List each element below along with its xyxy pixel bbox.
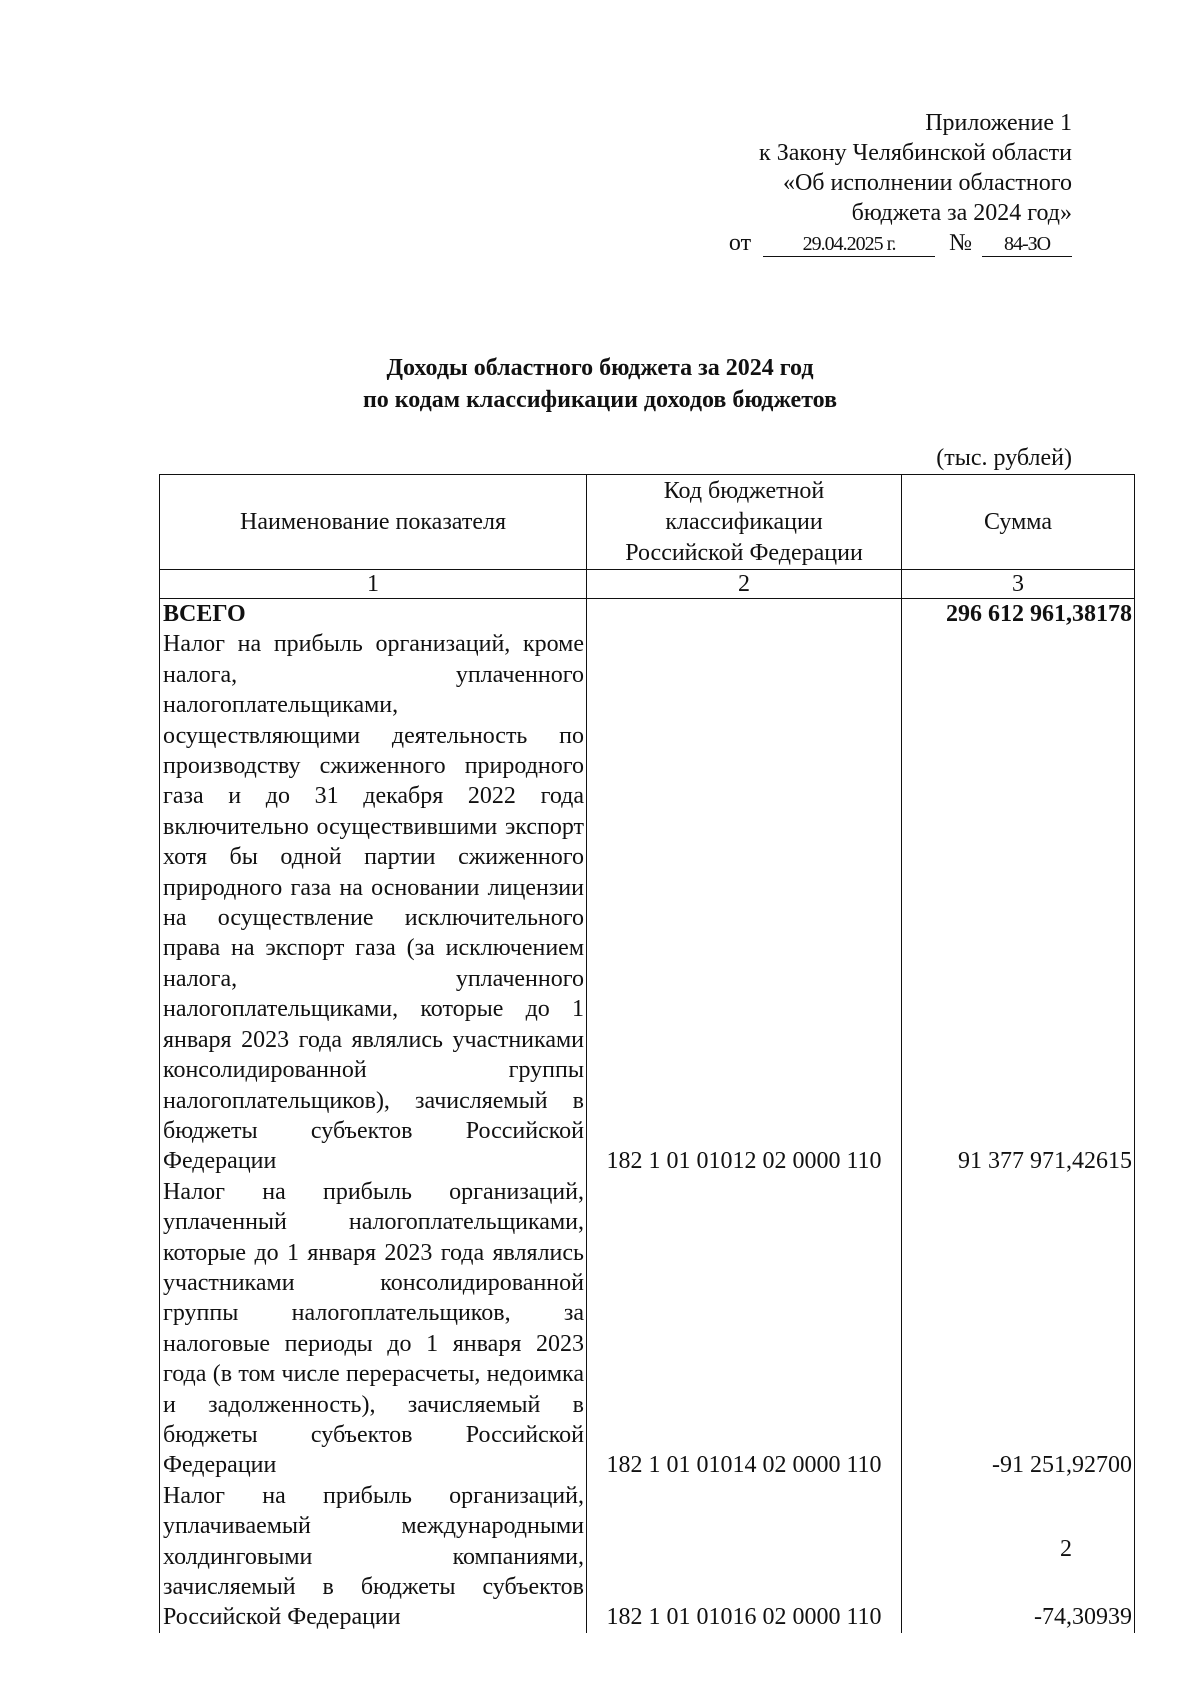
law-date-number <box>729 228 1072 258</box>
row-name: Налог на прибыль организаций, уплачиваемый международными холдинговыми компаниями, зачисляемый в бюджеты субъектов Российской Федерации <box>160 1481 587 1633</box>
column-header-name: Наименование показателя <box>160 475 587 570</box>
appendix-line-2: к Закону Челябинской области <box>759 140 1072 166</box>
appendix-header <box>729 108 1072 258</box>
table-row <box>160 1177 1135 1481</box>
row-name: Налог на прибыль организаций, уплаченный налогоплательщиками, которые до 1 января 2023 года являлись участниками консолидированной группы налогоплательщиков, за налоговые периоды до 1 января 2023 года (в том числе перерасчеты, недоимка и задолженность), зачисляемый в бюджеты субъектов Российской Федерации <box>160 1177 587 1481</box>
appendix-line-3: «Об исполнении областного <box>782 170 1072 196</box>
law-date: 29.04.2025 г. <box>763 232 935 257</box>
title-line-2: по кодам классификации доходов бюджетов <box>362 387 838 413</box>
column-header-code: Код бюджетной классификации Российской Федерации <box>587 475 902 570</box>
column-header-amount: Сумма <box>902 475 1135 570</box>
law-number: 84-ЗО <box>982 232 1072 257</box>
column-number-3: 3 <box>902 570 1135 599</box>
row-name: Налог на прибыль организаций, кроме налога, уплаченного налогоплательщиками, осуществляющими деятельность по производству сжиженного природного газа и до 31 декабря 2022 года включительно осуществившими экспорт хотя бы одной партии сжиженного природного газа на основании лицензии на осуществление исключительного права на экспорт газа (за исключением налога, уплаченного налогоплательщиками, которые до 1 января 2023 года являлись участниками консолидированной группы налогоплательщиков), зачисляемый в бюджеты субъектов Российской Федерации <box>160 629 587 1176</box>
page-number: 2 <box>1060 1536 1072 1562</box>
row-amount: 91 377 971,42615 <box>902 629 1135 1176</box>
column-number-1: 1 <box>160 570 587 599</box>
number-prefix: № <box>949 230 972 256</box>
title-line-1: Доходы областного бюджета за 2024 год <box>386 355 814 381</box>
table-header-row <box>160 475 1135 570</box>
row-amount: -74,30939 <box>902 1481 1135 1633</box>
appendix-line-1: Приложение 1 <box>925 110 1072 136</box>
column-numbers-row <box>160 570 1135 599</box>
date-prefix: от <box>728 230 752 256</box>
row-code: 182 1 01 01016 02 0000 110 <box>587 1481 902 1633</box>
table-row <box>160 629 1135 1176</box>
row-amount: -91 251,92700 <box>902 1177 1135 1481</box>
total-row <box>160 599 1135 630</box>
column-number-2: 2 <box>587 570 902 599</box>
total-amount: 296 612 961,38178 <box>902 599 1135 630</box>
total-label: ВСЕГО <box>160 599 587 630</box>
table-row <box>160 1481 1135 1633</box>
income-table <box>159 474 1135 1633</box>
units-label: (тыс. рублей) <box>936 445 1072 471</box>
total-code <box>587 599 902 630</box>
document-title <box>0 352 1200 416</box>
row-code: 182 1 01 01014 02 0000 110 <box>587 1177 902 1481</box>
row-code: 182 1 01 01012 02 0000 110 <box>587 629 902 1176</box>
appendix-line-4: бюджета за 2024 год» <box>851 200 1072 226</box>
